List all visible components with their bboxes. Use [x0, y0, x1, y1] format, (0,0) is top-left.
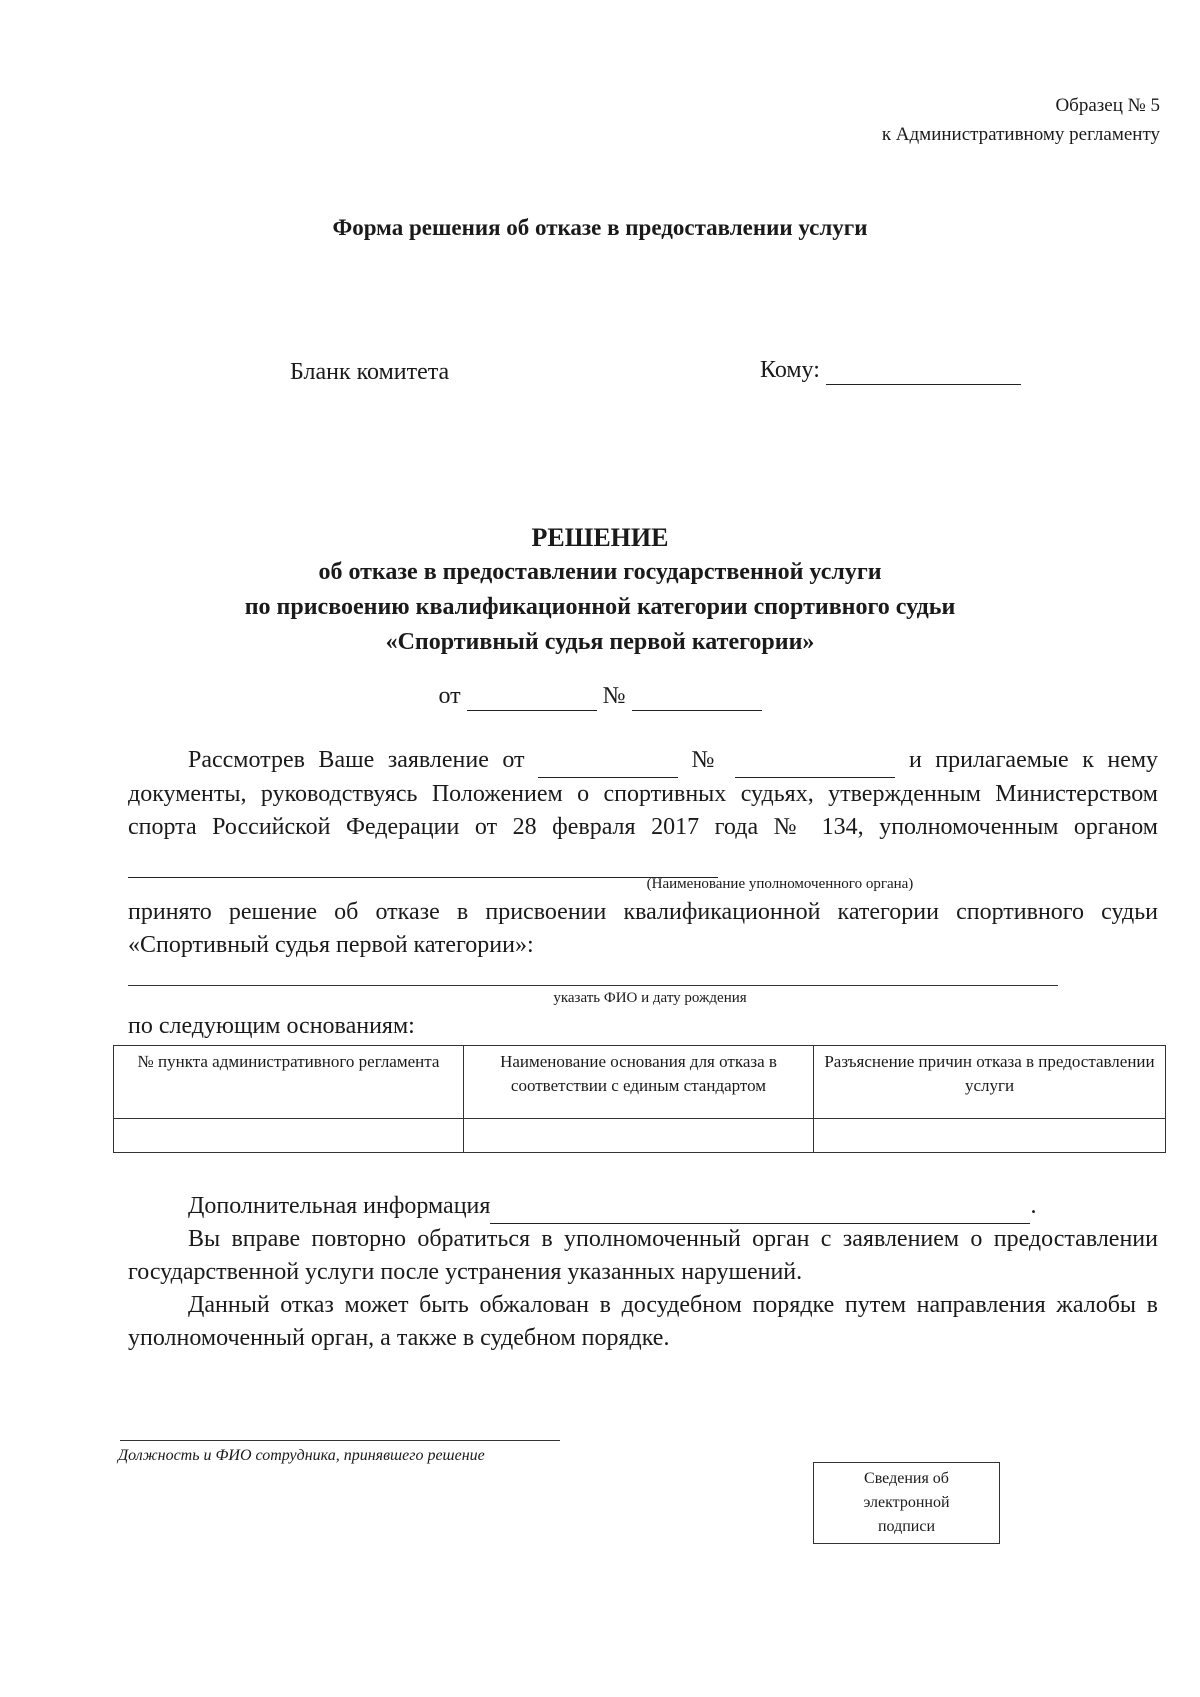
- application-date-blank[interactable]: [538, 744, 678, 778]
- esign-line-2: электронной: [863, 1494, 950, 1511]
- recipient-blank[interactable]: [826, 357, 1021, 385]
- grounds-label: по следующим основаниям:: [128, 1013, 415, 1039]
- form-title: Форма решения об отказе в предоставлении услуги: [332, 215, 868, 240]
- paragraph-application: [128, 744, 1158, 878]
- regulation-reference: к Административному регламенту: [881, 123, 1160, 145]
- committee-blank-label: Бланк комитета: [290, 359, 450, 385]
- fio-blank[interactable]: [128, 985, 1058, 986]
- recipient-field: [760, 357, 1021, 385]
- signature-caption: Должность и ФИО сотрудника, принявшего решение: [118, 1447, 485, 1464]
- table-header-cell: № пункта административного регламента: [114, 1046, 464, 1119]
- electronic-signature-box: [813, 1462, 1000, 1544]
- decision-title: РЕШЕНИЕ: [531, 523, 669, 552]
- application-number-blank[interactable]: [735, 744, 895, 778]
- number-label: №: [602, 683, 626, 709]
- additional-info-end: .: [1030, 1193, 1037, 1219]
- paragraph-decision: принято решение об отказе в присвоении квалификационной категории спортивного судьи «Спортивный судья первой категории»:: [128, 899, 1158, 958]
- table-cell[interactable]: [814, 1119, 1166, 1153]
- recipient-label: Кому:: [760, 357, 820, 383]
- decision-heading: [0, 520, 1200, 660]
- decision-subtitle-1: об отказе в предоставлении государственной услуги: [318, 559, 882, 585]
- document-header: [882, 92, 1160, 149]
- table-row: [114, 1119, 1166, 1153]
- sample-number: Образец № 5: [1055, 95, 1160, 116]
- esign-line-1: Сведения об: [864, 1470, 949, 1487]
- table-header-cell: Наименование основания для отказа в соответствии с единым стандартом: [464, 1046, 814, 1119]
- date-label: от: [438, 683, 461, 709]
- date-blank[interactable]: [467, 683, 597, 711]
- table-cell[interactable]: [114, 1119, 464, 1153]
- esign-line-3: подписи: [877, 1518, 936, 1535]
- additional-info-label: Дополнительная информация: [188, 1193, 491, 1219]
- authority-caption: (Наименование уполномоченного органа): [646, 876, 914, 892]
- table-header-row: [114, 1046, 1166, 1119]
- grounds-table: [113, 1045, 1166, 1153]
- decision-subtitle-2: по присвоению квалификационной категории спортивного судьи: [244, 594, 956, 620]
- decision-subtitle-3: «Спортивный судья первой категории»: [385, 629, 815, 655]
- table-cell[interactable]: [464, 1119, 814, 1153]
- fio-caption: указать ФИО и дату рождения: [553, 990, 747, 1006]
- authority-blank[interactable]: [128, 844, 718, 878]
- additional-info: [128, 1190, 1158, 1224]
- number-blank[interactable]: [632, 683, 762, 711]
- decision-date-number: [0, 683, 1200, 711]
- paragraph-appeal: Данный отказ может быть обжалован в досудебном порядке путем направления жалобы в уполномоченный орган, а также в судебном порядке.: [128, 1292, 1158, 1351]
- paragraph-application-text-2: №: [691, 747, 722, 773]
- paragraph-application-text-3: и прилагаемые к нему документы, руководствуясь Положением о спортивных судьях, утвержденным Министерством спорта Российской Федерации от 28 февраля 2017 года № 134, уполномоченным органом: [128, 747, 1159, 840]
- signature-line[interactable]: [120, 1440, 560, 1441]
- table-header-cell: Разъяснение причин отказа в предоставлении услуги: [814, 1046, 1166, 1119]
- additional-info-blank[interactable]: [490, 1190, 1030, 1224]
- paragraph-reapply: Вы вправе повторно обратиться в уполномоченный орган с заявлением о предоставлении государственной услуги после устранения указанных нарушений.: [128, 1226, 1158, 1285]
- paragraph-application-text-1: Рассмотрев Ваше заявление от: [188, 747, 525, 773]
